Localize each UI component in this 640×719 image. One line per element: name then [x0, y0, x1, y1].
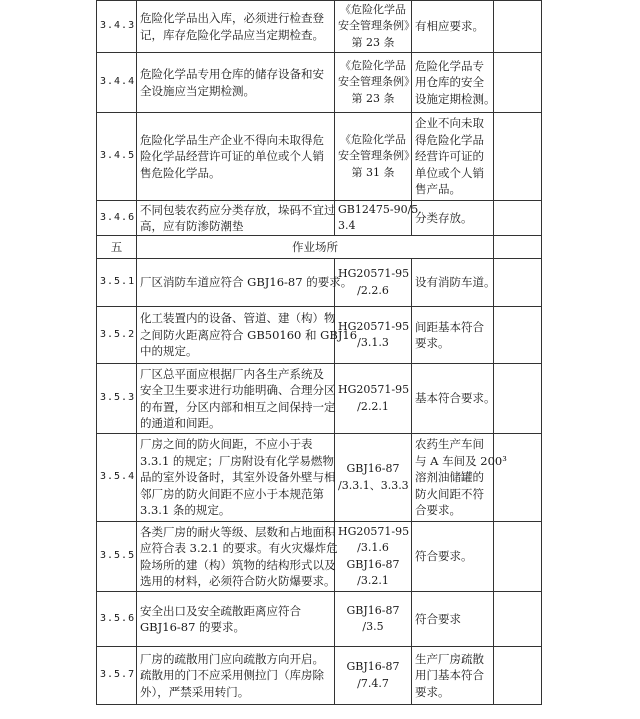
content-line: 危险化学品出入库，必须进行检查登 — [140, 11, 324, 25]
basis-line: /3.3.1、3.3.3 — [338, 478, 409, 492]
table-row — [97, 259, 542, 307]
result-line: 得危险化学品 — [415, 132, 484, 147]
content-line: 之间防火距离应符合 GB50160 和 GBJ16 — [140, 327, 358, 342]
content-line: 厂区消防车道应符合 GBJ16-87 的要求。 — [140, 275, 353, 290]
result-line: 单位或个人销 — [415, 165, 484, 180]
content-line: 品的室外设备时，其室外设备外壁与相 — [140, 470, 336, 485]
item-result — [412, 364, 494, 434]
item-result — [412, 434, 507, 522]
basis-line: 《危险化学品 — [340, 132, 406, 146]
safety-checklist-table — [96, 0, 542, 705]
result-line: 溶剂油储罐的 — [415, 470, 484, 485]
table-row — [97, 364, 542, 434]
content-line: 3.3.1 的规定；厂房附设有化学易燃物 — [140, 453, 334, 468]
item-basis — [335, 592, 412, 647]
result-line: 企业不向未取 — [415, 116, 484, 131]
basis-line: 安全管理条例》 — [338, 149, 415, 163]
content-line: 不同包装农药应分类存放，垛码不宜过 — [140, 202, 336, 217]
item-basis — [335, 434, 412, 522]
result-line: 要求。 — [415, 684, 450, 699]
item-number: 3.5.1 — [97, 259, 137, 307]
table-row — [97, 592, 542, 647]
item-basis — [335, 522, 412, 592]
empty-cell — [494, 113, 542, 201]
result-line: 合要求。 — [415, 503, 461, 518]
result-line: 基本符合要求。 — [415, 391, 496, 406]
section-number: 五 — [97, 236, 137, 259]
item-content — [137, 647, 335, 705]
result-line: 设施定期检测。 — [415, 91, 496, 106]
empty-cell — [494, 259, 542, 307]
result-line: 经营许可证的 — [415, 149, 484, 164]
empty-cell — [494, 592, 542, 647]
content-line: 的布置，分区内部和相互之间保持一定 — [140, 399, 336, 414]
item-result — [412, 201, 494, 236]
item-number: 3.5.4 — [97, 434, 137, 522]
item-content — [137, 592, 335, 647]
basis-line: /3.1.6 — [357, 541, 389, 554]
empty-cell — [494, 434, 542, 522]
table-row — [97, 522, 542, 592]
item-basis — [335, 113, 415, 201]
result-line: 分类存放。 — [415, 210, 473, 225]
content-line: 厂区总平面应根据厂内各生产系统及 — [140, 366, 324, 381]
item-number: 3.4.4 — [97, 53, 137, 113]
basis-line: GBJ16-87 — [346, 462, 400, 475]
item-basis — [335, 647, 412, 705]
content-line: GBJ16-87 的要求。 — [140, 620, 246, 634]
item-result — [412, 592, 494, 647]
content-line: 应符合表 3.2.1 的要求。有火灾爆炸危 — [140, 541, 338, 555]
basis-line: HG20571-95 — [338, 319, 410, 333]
basis-line: /2.2.1 — [357, 399, 389, 413]
content-line: 危险化学品生产企业不得向未取得危 — [140, 132, 324, 147]
item-result — [412, 53, 494, 113]
result-line: 间距基本符合 — [415, 319, 484, 334]
result-line: 用仓库的安全 — [415, 75, 484, 90]
item-number: 3.4.6 — [97, 201, 137, 236]
content-line: 中的规定。 — [140, 344, 198, 359]
result-line: 生产厂房疏散 — [415, 651, 484, 666]
item-result — [412, 113, 494, 201]
empty-cell — [494, 647, 542, 705]
item-content — [137, 113, 335, 201]
item-basis — [335, 364, 412, 434]
basis-line: HG20571-95 — [338, 524, 410, 538]
content-line: 的通道和间距。 — [140, 416, 221, 430]
item-result — [412, 307, 494, 364]
item-content — [137, 259, 353, 307]
item-number: 3.4.3 — [97, 1, 137, 53]
basis-line: GBJ16-87 — [346, 660, 400, 673]
content-line: 化工装置内的设备、管道、建（构）物 — [140, 311, 336, 326]
content-line: 记，库存危险化学品应当定期检查。 — [140, 27, 324, 42]
section-row — [97, 236, 542, 259]
empty-cell — [494, 364, 542, 434]
content-line: 险化学品经营许可证的单位或个人销 — [140, 149, 324, 164]
content-line: 危险化学品专用仓库的储存设备和安 — [140, 67, 324, 81]
result-line: 危险化学品专 — [415, 58, 484, 73]
content-line: 外），严禁采用转门。 — [140, 684, 250, 699]
basis-line: /3.5 — [362, 620, 384, 633]
result-line: 要求。 — [415, 336, 450, 350]
basis-line: 第 31 条 — [351, 165, 395, 179]
basis-line: HG20571-95 — [338, 383, 410, 396]
basis-line: /3.2.1 — [357, 574, 389, 587]
section-title: 作业场所 — [137, 236, 494, 259]
basis-line: 《危险化学品 — [340, 2, 406, 16]
item-basis — [335, 1, 415, 53]
item-content — [137, 201, 335, 236]
content-line: 邻厂房的防火间距不应小于本规范第 — [140, 486, 324, 501]
table-row — [97, 434, 542, 522]
table-row — [97, 1, 542, 53]
basis-line: 3.4 — [338, 219, 356, 232]
table-row — [97, 53, 542, 113]
item-result — [412, 522, 494, 592]
result-line: 有相应要求。 — [415, 19, 484, 34]
item-number: 3.5.5 — [97, 522, 137, 592]
empty-cell — [494, 236, 542, 259]
result-line: 符合要求 — [415, 611, 461, 626]
item-result — [412, 1, 494, 53]
content-line: 安全出口及安全疏散距离应符合 — [140, 603, 301, 618]
result-line: 防火间距不符 — [415, 486, 484, 501]
content-line: 各类厂房的耐火等级、层数和占地面积 — [140, 524, 336, 539]
result-line: 售产品。 — [415, 182, 461, 197]
item-content — [137, 364, 335, 434]
empty-cell — [494, 53, 542, 113]
basis-line: GBJ16-87 — [346, 603, 400, 617]
content-line: 厂房之间的防火间距，不应小于表 — [140, 437, 313, 452]
item-content — [137, 1, 335, 53]
basis-line: 《危险化学品 — [340, 58, 406, 72]
basis-line: 安全管理条例》 — [338, 19, 415, 33]
empty-cell — [494, 522, 542, 592]
basis-line: /3.1.3 — [357, 336, 389, 349]
result-line: 符合要求。 — [415, 549, 473, 564]
empty-cell — [494, 1, 542, 53]
item-number: 3.5.6 — [97, 592, 137, 647]
table-row — [97, 307, 542, 364]
basis-line: GB12475-90/5. — [338, 202, 422, 216]
empty-cell — [494, 307, 542, 364]
item-result — [412, 259, 494, 307]
content-line: 售危险化学品。 — [140, 165, 221, 180]
content-line: 3.3.1 条的规定。 — [140, 503, 231, 518]
basis-line: HG20571-95 — [338, 267, 410, 280]
content-line: 选用的材料，必须符合防火防爆要求。 — [140, 574, 336, 588]
basis-line: /7.4.7 — [357, 676, 389, 690]
item-basis — [335, 201, 422, 236]
basis-line: 安全管理条例》 — [338, 75, 415, 89]
item-number: 3.5.3 — [97, 364, 137, 434]
content-line: 全设施应当定期检测。 — [140, 83, 255, 98]
content-line: 险场所的建（构）筑物的结构形式以及 — [140, 557, 336, 572]
basis-line: 第 23 条 — [351, 91, 395, 105]
item-result — [412, 647, 494, 705]
item-content — [137, 434, 335, 522]
result-line: 农药生产车间 — [415, 437, 484, 452]
basis-line: 第 23 条 — [351, 35, 395, 49]
basis-line: GBJ16-87 — [346, 557, 400, 571]
content-line: 高，应有防渗防潮垫 — [140, 219, 244, 233]
item-content — [137, 522, 338, 592]
item-basis — [335, 53, 415, 113]
item-number: 3.5.2 — [97, 307, 137, 364]
item-number: 3.4.5 — [97, 113, 137, 201]
content-line: 疏散用的门不应采用侧拉门（库房除 — [140, 668, 324, 683]
result-line: 用门基本符合 — [415, 668, 484, 683]
item-number: 3.5.7 — [97, 647, 137, 705]
item-content — [137, 307, 358, 364]
result-line: 设有消防车道。 — [415, 275, 496, 290]
item-content — [137, 53, 335, 113]
table-row — [97, 113, 542, 201]
table-row — [97, 647, 542, 705]
basis-line: /2.2.6 — [357, 283, 389, 297]
result-line: 与 A 车间及 200³ — [415, 453, 507, 468]
empty-cell — [494, 201, 542, 236]
content-line: 厂房的疏散用门应向疏散方向开启。 — [140, 651, 324, 666]
content-line: 安全卫生要求进行功能明确、合理分区 — [140, 383, 336, 397]
table-row — [97, 201, 542, 236]
